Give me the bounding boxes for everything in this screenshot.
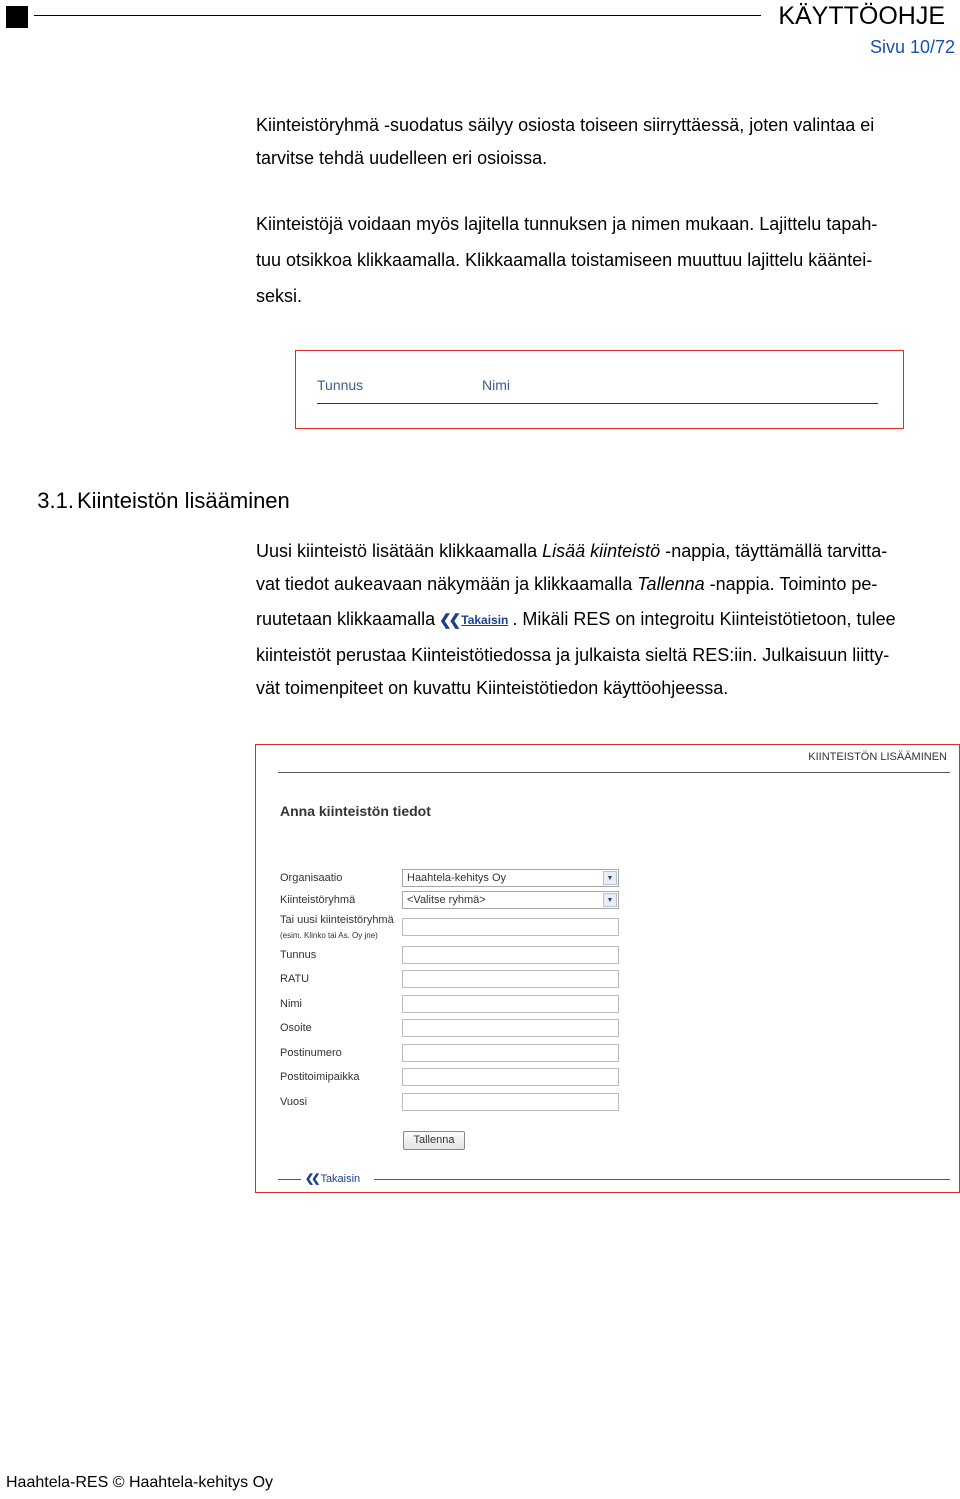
label-organisaatio: Organisaatio xyxy=(280,872,343,884)
document-title: KÄYTTÖOHJE xyxy=(778,2,945,30)
label-uusi-kiinteistoryhma: Tai uusi kiinteistöryhmä xyxy=(280,914,394,926)
vuosi-input[interactable] xyxy=(402,1093,619,1111)
nimi-input[interactable] xyxy=(402,995,619,1013)
section-title: Kiinteistön lisääminen xyxy=(77,488,290,513)
emphasis-tallenna: Tallenna xyxy=(637,574,705,594)
header-underline xyxy=(317,403,878,404)
label-ratu: RATU xyxy=(280,973,310,985)
ratu-input[interactable] xyxy=(402,970,619,988)
label-osoite: Osoite xyxy=(280,1022,312,1034)
double-chevron-left-icon: ❮❮ xyxy=(305,1173,318,1185)
tallenna-button[interactable]: Tallenna xyxy=(403,1131,465,1150)
page-footer: Haahtela-RES © Haahtela-kehitys Oy xyxy=(6,1474,274,1491)
form-title: Anna kiinteistön tiedot xyxy=(280,803,431,819)
sort-headers-screenshot xyxy=(295,350,904,429)
form-header-rule xyxy=(278,772,950,773)
label-vuosi: Vuosi xyxy=(280,1096,308,1108)
organisaatio-select[interactable] xyxy=(402,869,619,887)
page-number: Sivu 10/72 xyxy=(869,37,955,57)
text-line: tarvitse tehdä uudelleen eri osioissa. xyxy=(256,148,548,168)
text-line: vät toimenpiteet on kuvattu Kiinteistötiedon käyttöohjeessa. xyxy=(256,678,729,698)
add-property-form-screenshot xyxy=(255,744,960,1193)
header-rule xyxy=(34,15,761,16)
back-rule-right xyxy=(374,1179,950,1180)
text-line: Kiinteistöryhmä -suodatus säilyy osiosta toiseen siirryttäessä, joten valintaa ei xyxy=(256,115,875,135)
text-line: Kiinteistöjä voidaan myös lajitella tunnuksen ja nimen mukaan. Lajittelu tapah- xyxy=(256,214,878,234)
emphasis-lisaa-kiinteisto: Lisää kiinteistö xyxy=(542,541,661,561)
label-postitoimipaikka: Postitoimipaikka xyxy=(280,1071,360,1083)
double-chevron-left-icon: ❮❮ xyxy=(439,612,459,630)
takaisin-label: Takaisin xyxy=(320,1173,361,1185)
text-line xyxy=(256,574,877,595)
text-run: -nappia. Toiminto pe- xyxy=(704,574,878,594)
text-line xyxy=(256,609,896,630)
header-square-mark xyxy=(6,6,28,28)
label-nimi: Nimi xyxy=(280,998,302,1010)
text-run: . Mikäli RES on integroitu Kiinteistötietoon, tulee xyxy=(512,609,896,629)
label-kiinteistoryhma: Kiinteistöryhmä xyxy=(280,894,356,906)
column-header-nimi[interactable]: Nimi xyxy=(482,377,510,393)
kiinteistoryhma-select[interactable] xyxy=(402,891,619,909)
back-rule-left xyxy=(278,1179,301,1180)
text-run: -nappia, täyttämällä tarvitta- xyxy=(660,541,888,561)
takaisin-inline-label: Takaisin xyxy=(461,613,509,628)
chevron-down-icon: ▼ xyxy=(603,893,617,907)
takaisin-inline-button xyxy=(439,611,508,629)
postitoimipaikka-input[interactable] xyxy=(402,1068,619,1086)
osoite-input[interactable] xyxy=(402,1019,619,1037)
chevron-down-icon: ▼ xyxy=(603,871,617,885)
kiinteistoryhma-value: <Valitse ryhmä> xyxy=(407,894,486,906)
postinumero-input[interactable] xyxy=(402,1044,619,1062)
text-line xyxy=(256,541,887,562)
form-header: KIINTEISTÖN LISÄÄMINEN xyxy=(808,751,947,763)
uusi-kiinteistoryhma-input[interactable] xyxy=(402,918,619,936)
label-tunnus: Tunnus xyxy=(280,949,317,961)
label-postinumero: Postinumero xyxy=(280,1047,342,1059)
text-line: tuu otsikkoa klikkaamalla. Klikkaamalla toistamiseen muuttuu lajittelu kääntei- xyxy=(256,250,873,270)
text-line: seksi. xyxy=(256,286,303,306)
hint-uusi-kiinteistoryhma: (esim. Klinko tai As. Oy jne) xyxy=(280,931,378,940)
text-run: vat tiedot aukeavaan näkymään ja klikkaamalla xyxy=(256,574,638,594)
text-line: kiinteistöt perustaa Kiinteistötiedossa ja julkaista sieltä RES:iin. Julkaisuun liitty- xyxy=(256,645,890,665)
organisaatio-value: Haahtela-kehitys Oy xyxy=(407,872,507,884)
takaisin-link[interactable] xyxy=(305,1172,360,1185)
tunnus-input[interactable] xyxy=(402,946,619,964)
text-run: ruutetaan klikkaamalla xyxy=(256,609,436,629)
section-number: 3.1. xyxy=(37,488,74,513)
column-header-tunnus[interactable]: Tunnus xyxy=(317,377,364,393)
text-run: Uusi kiinteistö lisätään klikkaamalla xyxy=(256,541,543,561)
